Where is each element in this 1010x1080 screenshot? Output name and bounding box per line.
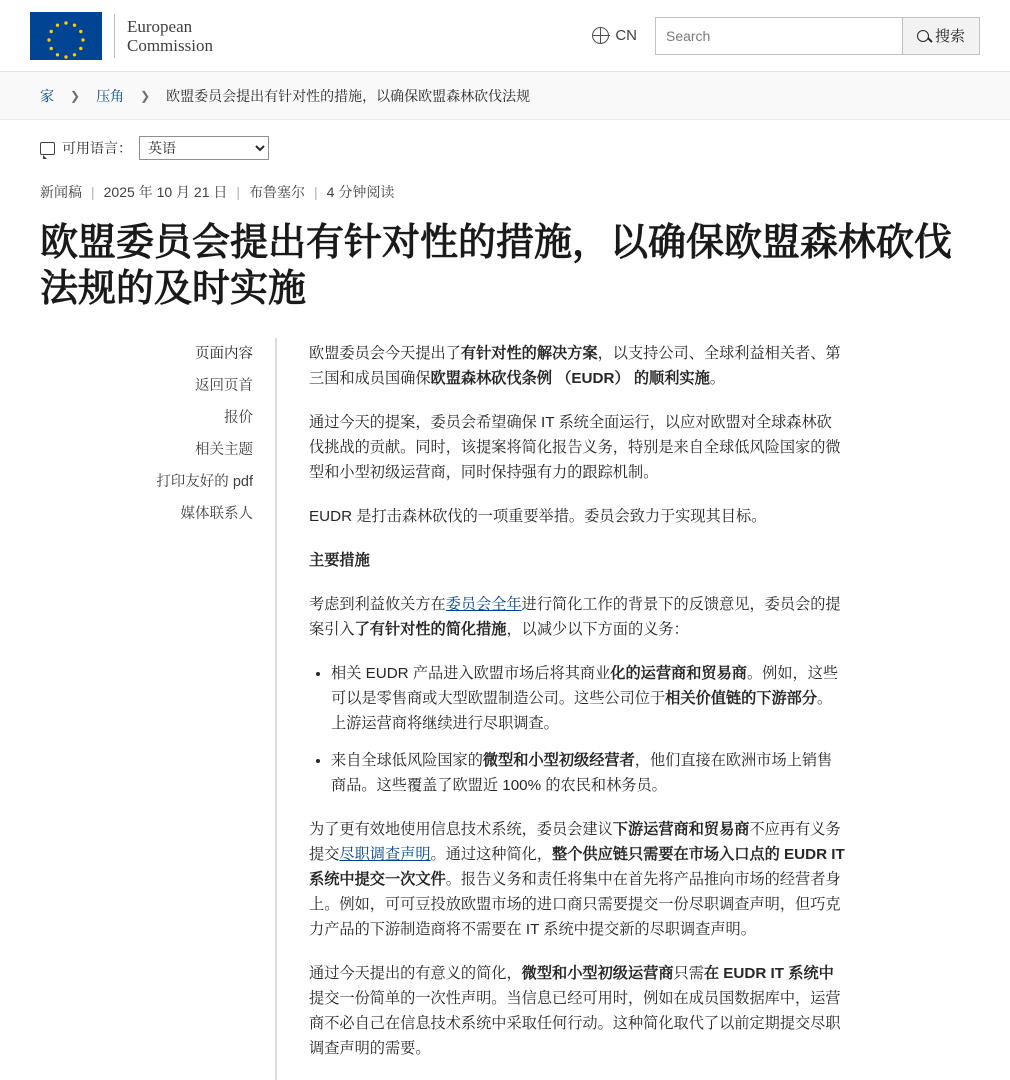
bullet2-text-c: ，他们直接在欧洲市场上销售商品。这些覆盖了欧盟近 100% 的农民和林务员。 — [331, 752, 833, 794]
available-languages — [40, 136, 970, 160]
bullet1-text-e: 。上游运营商将继续进行尽职调查。 — [331, 690, 833, 732]
toc-item-media-contacts[interactable]: 媒体联系人 — [180, 506, 253, 522]
intro-text-c: ，以支持公司、全球利益相关者、第三国和成员国确保 — [309, 345, 841, 387]
it-text-g: 。报告义务和责任将集中在首先将产品推向市场的经营者身上。例如，可可豆投放欧盟市场的进口商只需要提交一份尽职调查声明，但巧克力产品的下游制造商将不需要在 IT 系统中提交新的尽职调查声明。 — [309, 871, 841, 938]
micro-bold-b: 微型和小型初级运营商 — [521, 965, 674, 982]
header-actions — [592, 17, 980, 55]
link-due-diligence-statement[interactable]: 尽职调查声明 — [339, 846, 431, 863]
micro-text-c: 只需 — [673, 965, 704, 982]
toc-item-print-friendly-pdf[interactable]: 打印友好的 pdf — [156, 474, 253, 490]
intro-text-e: 。 — [709, 370, 725, 387]
intro-text-a: 欧盟委员会今天提出了 — [309, 345, 461, 362]
bullet1-text-a: 相关 EUDR 产品进入欧盟市场后将其商业 — [331, 665, 611, 682]
language-code: CN — [615, 27, 637, 44]
breadcrumb-item-current: 欧盟委员会提出有针对性的措施，以确保欧盟森林砍伐法规 — [166, 87, 531, 104]
bullet1-text-c: 。例如，这些可以是零售商或大型欧盟制造公司。这些公司位于 — [331, 665, 839, 707]
bullet2-text-a: 来自全球低风险国家的 — [331, 752, 483, 769]
breadcrumb-separator-icon: ❯ — [140, 88, 151, 103]
meta-type: 新闻稿 — [40, 184, 82, 200]
bullet1-bold-b: 化的运营商和贸易商 — [610, 665, 747, 682]
search-box[interactable] — [655, 17, 980, 55]
it-bold-b: 下游运营商和贸易商 — [612, 821, 750, 838]
search-input[interactable] — [656, 18, 902, 54]
table-of-contents — [40, 338, 275, 1080]
ec-logo-text — [114, 14, 213, 58]
paragraph-eudr-importance: EUDR 是打击森林砍伐的一项重要举措。委员会致力于实现其目标。 — [309, 508, 767, 525]
logo-line-2: Commission — [127, 35, 213, 55]
breadcrumb — [40, 86, 530, 106]
article-body — [275, 338, 845, 1080]
intro-bold-b: 有针对性的解决方案 — [460, 345, 598, 362]
it-text-d: 。通过这种简化， — [430, 846, 552, 863]
micro-text-a: 通过今天提出的有意义的简化， — [309, 965, 522, 982]
breadcrumb-item-press[interactable]: 压角 — [96, 87, 125, 104]
globe-icon — [592, 27, 609, 44]
available-languages-label: 可用语言： — [62, 140, 132, 156]
toc-item-back-to-top[interactable]: 返回页首 — [195, 378, 253, 394]
meta-separator: | — [314, 184, 318, 200]
page-title: 欧盟委员会提出有针对性的措施，以确保欧盟森林砍伐法规的及时实施 — [40, 222, 953, 310]
list-item — [331, 748, 845, 798]
meta-place: 布鲁塞尔 — [249, 184, 306, 200]
search-icon — [917, 30, 929, 42]
search-button-label: 搜索 — [934, 28, 965, 45]
paragraph-intro — [309, 341, 845, 391]
paragraph-feedback — [309, 592, 845, 642]
it-bold-e: 整个供应链 — [552, 846, 628, 863]
meta-separator: | — [91, 184, 95, 200]
language-select[interactable] — [139, 136, 269, 160]
search-button[interactable] — [902, 18, 979, 54]
logo-line-1: European — [127, 16, 193, 36]
content-layout — [40, 338, 970, 1080]
feedback-bold-c: 了有针对性的简化措施 — [354, 621, 507, 638]
meta-separator: | — [236, 184, 241, 200]
toc-item-related-topics[interactable]: 相关主题 — [195, 442, 253, 458]
breadcrumb-bar — [0, 72, 1010, 120]
article-meta — [40, 182, 970, 202]
ec-logo[interactable] — [30, 12, 213, 60]
eu-flag-icon — [30, 12, 102, 60]
it-bold-f: 只需要在市场入口点的 EUDR IT 系统中提交一次文件 — [309, 846, 845, 888]
meta-reading-time: 4 分钟阅读 — [326, 184, 395, 200]
toc-item-page-contents[interactable]: 页面内容 — [195, 346, 253, 362]
speech-bubble-icon — [40, 142, 55, 155]
toc-item-quote[interactable]: 报价 — [224, 410, 253, 426]
list-item — [331, 661, 845, 736]
site-header — [0, 0, 1010, 72]
it-text-c: 不应再有义务提交 — [309, 821, 841, 863]
bullet2-bold-b: 微型和小型初级经营者 — [482, 752, 635, 769]
meta-date: 2025 年 10 月 21 日 — [103, 184, 228, 200]
breadcrumb-separator-icon: ❯ — [70, 88, 81, 103]
paragraph-it-system — [309, 817, 845, 942]
language-switcher[interactable] — [592, 27, 637, 44]
measures-list — [309, 661, 845, 798]
link-commission-year[interactable]: 委员会全年 — [445, 596, 522, 613]
page-body — [0, 136, 1010, 1080]
intro-bold-d: 欧盟森林砍伐条例 （EUDR） 的顺利实施 — [430, 370, 710, 387]
feedback-text-a: 考虑到利益攸关方在 — [309, 596, 446, 613]
breadcrumb-item-home[interactable]: 家 — [40, 87, 54, 104]
micro-bold-d: 在 EUDR IT 系统中 — [703, 965, 834, 982]
paragraph-micro-operators — [309, 961, 845, 1061]
feedback-text-b: 进行简化工作的背景下的反馈意见，委员会的提案引入 — [309, 596, 841, 638]
micro-text-e: 提交一份简单的一次性声明。当信息已经可用时，例如在成员国数据库中，运营商不必自己在信息技术系统中采取任何行动。这种简化取代了以前定期提交尽职调查声明的需要。 — [309, 990, 841, 1057]
it-text-a: 为了更有效地使用信息技术系统，委员会建议 — [309, 821, 613, 838]
section-heading-main-measures: 主要措施 — [309, 552, 370, 569]
bullet1-bold-d: 相关价值链的下游部分 — [665, 690, 817, 707]
paragraph-proposal: 通过今天的提案，委员会希望确保 IT 系统全面运行，以应对欧盟对全球森林砍伐挑战的贡献。同时，该提案将简化报告义务，特别是来自全球低风险国家的微型和小型初级运营商，同时保持强有力的跟踪机制。 — [309, 414, 841, 481]
feedback-text-d: ，以减少以下方面的义务： — [506, 621, 689, 638]
